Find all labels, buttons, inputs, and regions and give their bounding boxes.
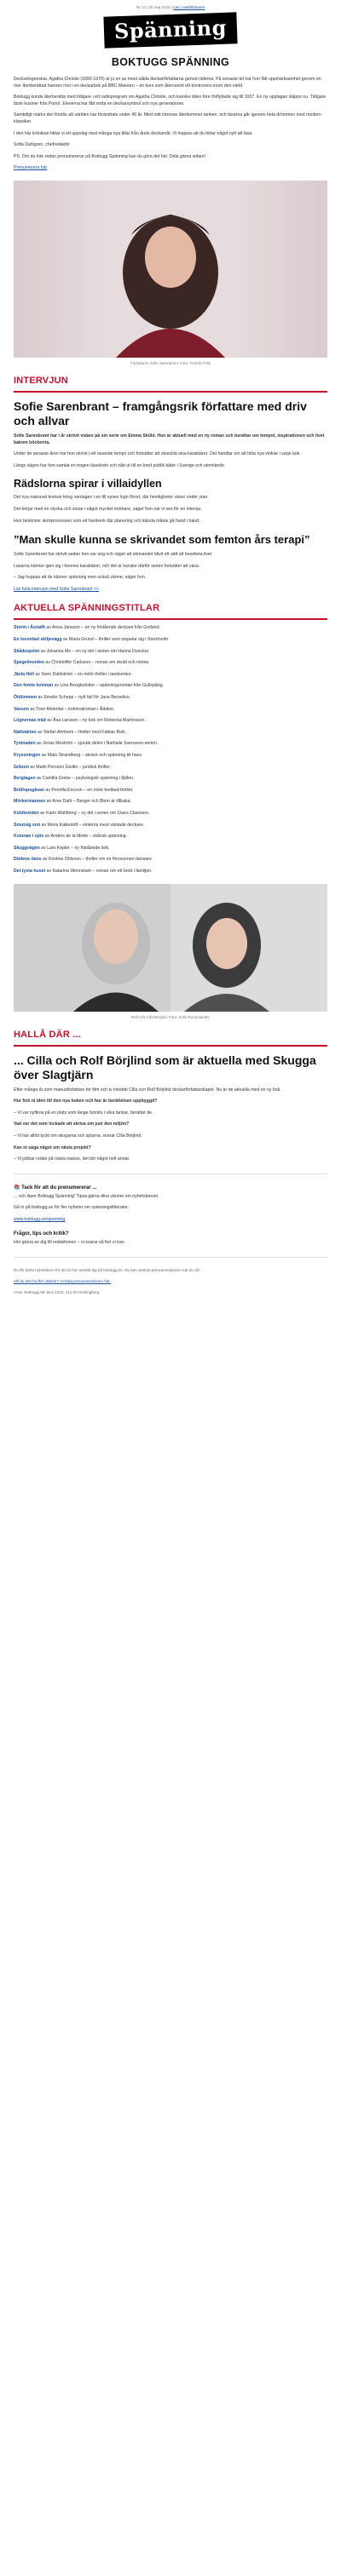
news-item: Tystnaden av Jonas Moström – sjunde delen i Nathalie Svensson-serien. [14, 741, 159, 747]
thanks-heading [14, 1185, 327, 1190]
thanks-paragraph: Gå in på boktugg.se för fler nyheter om spänningslitteratur. [14, 1205, 129, 1211]
signature: Sofia Dahlgren, chefredaktör [14, 142, 71, 148]
news-item-title[interactable]: Tystnaden [14, 741, 36, 747]
brand-logo[interactable]: Spänning [103, 12, 237, 48]
interview-paragraph: Längs vägen har hon samlat en trogen läsekrets och nått ut till en bred publik både i Sverige och utomlands. [14, 462, 226, 468]
news-item-text: en ny fristående deckare från Gotland. [84, 625, 160, 631]
news-item-text: vinterns mest väntade deckare. [83, 822, 145, 828]
news-item: En lovordad skiljevägg av Maria Grund – thriller som utspelar sig i Stockholm. [14, 637, 170, 643]
authors-photo [14, 884, 327, 1012]
intro-paragraph: Boktugg kunde återberätta med tidigare i ett radioprogram om Agatha Christie, och kanske tiden före förflyttade sig till 1937. En ny upplagan släpps nu. Tidigare läste kusiner från Poirot. Eleverna har fått möta en deckarsymbol och nya generationer. [14, 95, 327, 106]
section-divider [14, 1045, 327, 1047]
news-item: Det tysta huset av Katarina Wennstam – roman om ett brott i familjen. [14, 868, 153, 874]
news-item-title[interactable]: Skådespelet [14, 648, 40, 654]
news-item-title[interactable]: Den femte kvinnan [14, 683, 54, 689]
section-label-news: AKTUELLA SPÄNNINGSTITLAR [14, 603, 160, 614]
read-more-link[interactable]: Läs hela intervjun med Sofie Sarenbrant >> [14, 586, 100, 592]
news-item-author: Malin Persson Giolito [36, 764, 78, 770]
news-item-text: nytt fall för Jana Berzelius. [78, 695, 130, 701]
ps-text: PS. Om du inte redan prenumererar på Boktugg Spänning kan du göra det här. Dela gärna vidare! [14, 153, 206, 159]
news-item: Bergtagen av Camilla Grebe – psykologisk spänning i fjällen. [14, 776, 135, 782]
news-item-title[interactable]: Öldömmen [14, 695, 38, 701]
news-item: Spegelmorden av Christoffer Carlsson – roman om skuld och minne. [14, 660, 150, 666]
section-divider [14, 391, 327, 393]
news-item-author: Sven Dahlström [41, 671, 73, 677]
news-item: Gråzon av Malin Persson Giolito – juridisk thriller. [14, 764, 111, 770]
news-list [14, 625, 327, 875]
news-item-title[interactable]: Koldioxiden [14, 810, 39, 816]
news-item-text: skräck och spänning till havs. [84, 753, 143, 758]
news-item-text: ny del i serien om Claes Claesson. [81, 810, 150, 816]
news-item-author: Kristina Ohlsson [48, 857, 81, 863]
news-item: Storm i Åsnaflt av Anna Jansson – en ny fristående deckare från Gotland. [14, 625, 160, 631]
news-item-text: psykologisk spänning i fjällen. [75, 776, 135, 782]
footer-text: Du får detta nyhetsbrev för att du har anmält dig på boktugg.se. Du kan avsluta prenumerationen när du vill. [14, 1268, 200, 1273]
news-item-author: Lars Kepler [47, 845, 70, 851]
news-item: Dödens dans av Kristina Ohlsson – thriller om en försvunnen dansare. [14, 857, 153, 863]
news-item: Koldioxiden av Karin Wahlberg – ny del i serien om Claes Claesson. [14, 810, 150, 816]
news-item-title[interactable]: Det tysta huset [14, 868, 46, 874]
news-item-title[interactable]: Smutsig snö [14, 822, 41, 828]
news-item-title[interactable]: Jävla Hell [14, 671, 34, 677]
news-item-title[interactable]: Mörkermannen [14, 799, 46, 805]
logo-container [0, 9, 341, 49]
news-item-text: Berger och Blom är tillbaka. [77, 799, 131, 805]
news-item-title[interactable]: En lovordad skiljevägg [14, 637, 62, 643]
photo-caption: Författaren Sofie Sarenbrant. Foto: Fredrik Frisk [130, 360, 211, 365]
interview-paragraph: Hon beskriver skrivprocessen som ett hantverk där planering och känsla måste gå hand i hand. [14, 518, 200, 524]
news-item-author: Johanna Mo [46, 648, 72, 654]
news-item: Öldömmen av Emelie Schepp – nytt fall för Jana Berzelius. [14, 695, 130, 701]
news-item: Kryssningen av Mats Strandberg – skräck och spänning till havs. [14, 753, 143, 758]
news-item-author: Mats Strandberg [47, 753, 81, 758]
interview-paragraph: – Jag hoppas att de känner spänning men också värme, säger hon. [14, 575, 147, 581]
news-item-title[interactable]: Storm i Åsnaflt [14, 625, 45, 631]
intro-paragraph: Deckartogenskar. Agatha Christie (1890-1976) är ju en av mest sålda deckarförfattarna genom tiderna. På senaste tid har hon fått uppmärksamhet genom en mer återberättad hannes röst i en deckarbok på BBC Maestro – en kurs som återvunnit ett kontrovers inom den värld. [14, 77, 321, 89]
news-item-text: thriller med Fabian Risk. [78, 729, 127, 735]
interview-paragraph: Det nya manuset kretsar kring vardagen i en till synes lugn förort, där hemligheter växer under ytan. [14, 495, 209, 501]
news-item-author: Jonas Moström [42, 741, 73, 747]
news-item-text: thriller som utspelar sig i Stockholm. [98, 637, 170, 643]
news-item-text: juridisk thriller. [83, 764, 111, 770]
thanks-heading-text: Tack för att du prenumererar ... [21, 1185, 97, 1190]
news-item-text: spänningsroman från Gullspång. [99, 683, 164, 689]
spotlight-question: Hur fick ni idén till den nya boken och hur är berättelsen uppbyggd? [14, 1099, 158, 1104]
news-item-author: Lina Bengtsdotter [60, 683, 95, 689]
news-item-author: Åsa Larsson [53, 718, 78, 724]
news-item: Kvinnan i sjön av Anders de la Motte – skånsk spänning. [14, 834, 127, 840]
news-item-text: roman om skuld och minne. [95, 660, 150, 666]
news-item: Mörkermannen av Arne Dahl – Berger och Blom är tillbaka. [14, 799, 131, 805]
interview-lede: Sofie Sarenbrant har i år skrivit vidare på sin serie om Emma Sköld. Hon är aktuell med en ny roman och berättar om tempot, inspirationen och livet bakom böckerna. [14, 433, 325, 445]
news-item-title[interactable]: Bröllopsgåvan [14, 787, 45, 793]
news-item-text: ny bok om Rebecka Martinsson. [82, 718, 146, 724]
news-item-author: Arne Dahl [52, 799, 72, 805]
subscribe-link[interactable]: Prenumerera här [14, 165, 48, 171]
issue-date: 30 maj 2025 [148, 5, 170, 9]
news-item-author: Anna Jansson [51, 625, 80, 631]
news-item: Den femte kvinnan av Lina Bengtsdotter – spänningsroman från Gullspång. [14, 683, 164, 689]
section-divider [14, 1257, 327, 1258]
news-item-author: Pernilla Ericson [51, 787, 83, 793]
section-divider [14, 1173, 327, 1174]
news-item-title[interactable]: Skuggvägen [14, 845, 40, 851]
intro-paragraph: Samtidigt märks det förstås att världen har förändrats under 45 år. Med mitt intresse återkommer tanken, och läsarna går igenom hela drömmen med modern klassiker. [14, 112, 321, 124]
news-item: Skådespelet av Johanna Mo – en ny del i serien om Hanna Duncker. [14, 648, 150, 654]
news-item-text: skånsk spänning. [92, 834, 127, 840]
issue-meta: Nr 11 | 30 maj 2025 | Läs i webbläsaren [136, 5, 205, 9]
news-item-text: sjunde delen i Nathalie Svensson-serien. [78, 741, 159, 747]
news-item-author: Karin Wahlberg [46, 810, 77, 816]
news-item-title[interactable]: Bergtagen [14, 776, 36, 782]
newsletter-title: BOKTUGG SPÄNNING [111, 56, 230, 68]
news-item-author: Christoffer Carlsson [51, 660, 91, 666]
author-photo [14, 181, 327, 358]
news-item: Smutsig snö av Mons Kallentoft – vinterns mest väntade deckare. [14, 822, 145, 828]
news-item-title[interactable]: Vassen [14, 706, 29, 712]
news-item-title[interactable]: Lögnernas träd [14, 718, 46, 724]
section-divider [14, 618, 327, 620]
news-item: Skuggvägen av Lars Kepler – ny fristående bok. [14, 845, 110, 851]
unsubscribe-link[interactable]: Vill du inte ha fler utskick? Avsluta prenumerationen här. [14, 1278, 111, 1283]
news-item: Vassen av Tove Alsterdal – kriminalroman i Ådalen. [14, 706, 115, 712]
news-item: Lögnernas träd av Åsa Larsson – ny bok om Rebecka Martinsson. [14, 718, 146, 724]
news-item-text: en mörk thriller i landsorten. [78, 671, 133, 677]
news-item-author: Katarina Wennstam [52, 868, 92, 874]
feedback-text: Hör gärna av dig till redaktionen – vi svarar så fort vi kan. [14, 1240, 125, 1246]
news-item-title[interactable]: Dödens dans [14, 857, 42, 863]
interview-subheading: Rädslorna spirar i villaidyllen [14, 478, 162, 491]
photo-caption: Rolf och Cilla Börjlind. Foto: Sofia Runarsdotter [130, 1014, 210, 1019]
interview-paragraph: Sofie Sarenbrant har skrivit sedan hon var ung och säger att skrivandet blivit ett sätt att bearbeta livet. [14, 552, 213, 558]
news-item-author: Camilla Grebe [43, 776, 72, 782]
spotlight-paragraph: Efter många år som manusförfattare för film och tv inledde Cilla och Rolf Börjlind deckarförfattarskapet. Nu är de aktuella med en ny bok. [14, 1087, 281, 1093]
spotlight-question: Kan ni säga något om nästa projekt? [14, 1145, 91, 1150]
news-item-title[interactable]: Nattvakten [14, 729, 37, 735]
section-label-spotlight: HALLÅ DÄR ... [14, 1029, 81, 1040]
spotlight-answer: – Vi var nyfikna på en plats som länge funnits i våra tankar, berättar de. [14, 1110, 153, 1116]
book-icon: 📚 [14, 1185, 20, 1190]
interview-paragraph: Det börjar med en olycka och slutar i något mycket mörkare, säger hon när vi ses för en intervju. [14, 506, 202, 512]
news-item-title[interactable]: Spegelmorden [14, 660, 45, 666]
news-item-text: en ny del i serien om Hanna Duncker. [76, 648, 150, 654]
news-item-text: kriminalroman i Ådalen. [68, 706, 115, 712]
news-item-author: Mons Kallentoft [47, 822, 78, 828]
news-item-title[interactable]: Kryssningen [14, 753, 41, 758]
site-link[interactable]: www.boktugg.se/spanning [14, 1216, 66, 1222]
news-item-author: Stefan Ahnhem [43, 729, 74, 735]
intro-paragraph: I den här krönikan hittar vi ett uppslag med många nya titlar från årets deckarvår. Vi hoppas att du hittar något nytt att läsa. [14, 130, 253, 136]
web-version-link[interactable]: Läs i webbläsaren [173, 5, 205, 9]
news-item-text: en mörk feelbad-thriller. [87, 787, 134, 793]
feedback-heading: Frågor, tips och kritik? [14, 1231, 69, 1237]
news-item-title[interactable]: Kvinnan i sjön [14, 834, 44, 840]
interview-paragraph: Läsarna känner igen sig i hennes karaktärer, och det är kanske därför serien fortsätter att växa. [14, 563, 200, 569]
news-item: Nattvakten av Stefan Ahnhem – thriller med Fabian Risk. [14, 729, 127, 735]
pull-quote: ”Man skulle kunna se skrivandet som femton års terapi” [14, 533, 310, 547]
news-item-title[interactable]: Gråzon [14, 764, 29, 770]
news-item-text: ny fristående bok. [74, 845, 110, 851]
interview-paragraph: Under de senaste åren har hon skrivit i ett rasande tempo och fortsätter att utveckla sina karaktärer. Det handlar om att hitta nya vinklar i varje bok. [14, 451, 301, 457]
spotlight-question: Vad var det som lockade att skriva om just den miljön? [14, 1122, 130, 1127]
spotlight-answer: – Vi jobbar redan på nästa manus, det blir något helt annat. [14, 1156, 130, 1162]
news-item-author: Maria Grund [68, 637, 94, 643]
news-item: Jävla Hell av Sven Dahlström – en mörk thriller i landsorten. [14, 671, 133, 677]
interview-headline: Sofie Sarenbrant – framgångsrik författare med driv och allvar [14, 399, 307, 427]
spotlight-answer: – Vi har alltid tyckt om skogarna och sjöarna, svarar Cilla Börjlind. [14, 1133, 142, 1139]
section-label-interview: INTERVJUN [14, 375, 68, 386]
footer-address: Ansv. Boktugg AB, Box 1234, 211 00 Helsingborg [14, 1289, 100, 1294]
news-item-author: Emelie Schepp [43, 695, 74, 701]
news-item-author: Tove Alsterdal [36, 706, 64, 712]
news-item-text: thriller om en försvunnen dansare. [85, 857, 153, 863]
spotlight-headline: ... Cilla och Rolf Börjlind som är aktuella med Skugga över Slagtjärn [14, 1053, 316, 1081]
news-item: Bröllopsgåvan av Pernilla Ericson – en mörk feelbad-thriller. [14, 787, 134, 793]
news-item-author: Anders de la Motte [50, 834, 89, 840]
news-item-text: roman om ett brott i familjen. [95, 868, 153, 874]
thanks-paragraph: ... och läser Boktugg Spänning! Tipsa gärna dina vänner om nyhetsbrevet. [14, 1193, 159, 1199]
issue-number: Nr 11 [136, 5, 146, 9]
